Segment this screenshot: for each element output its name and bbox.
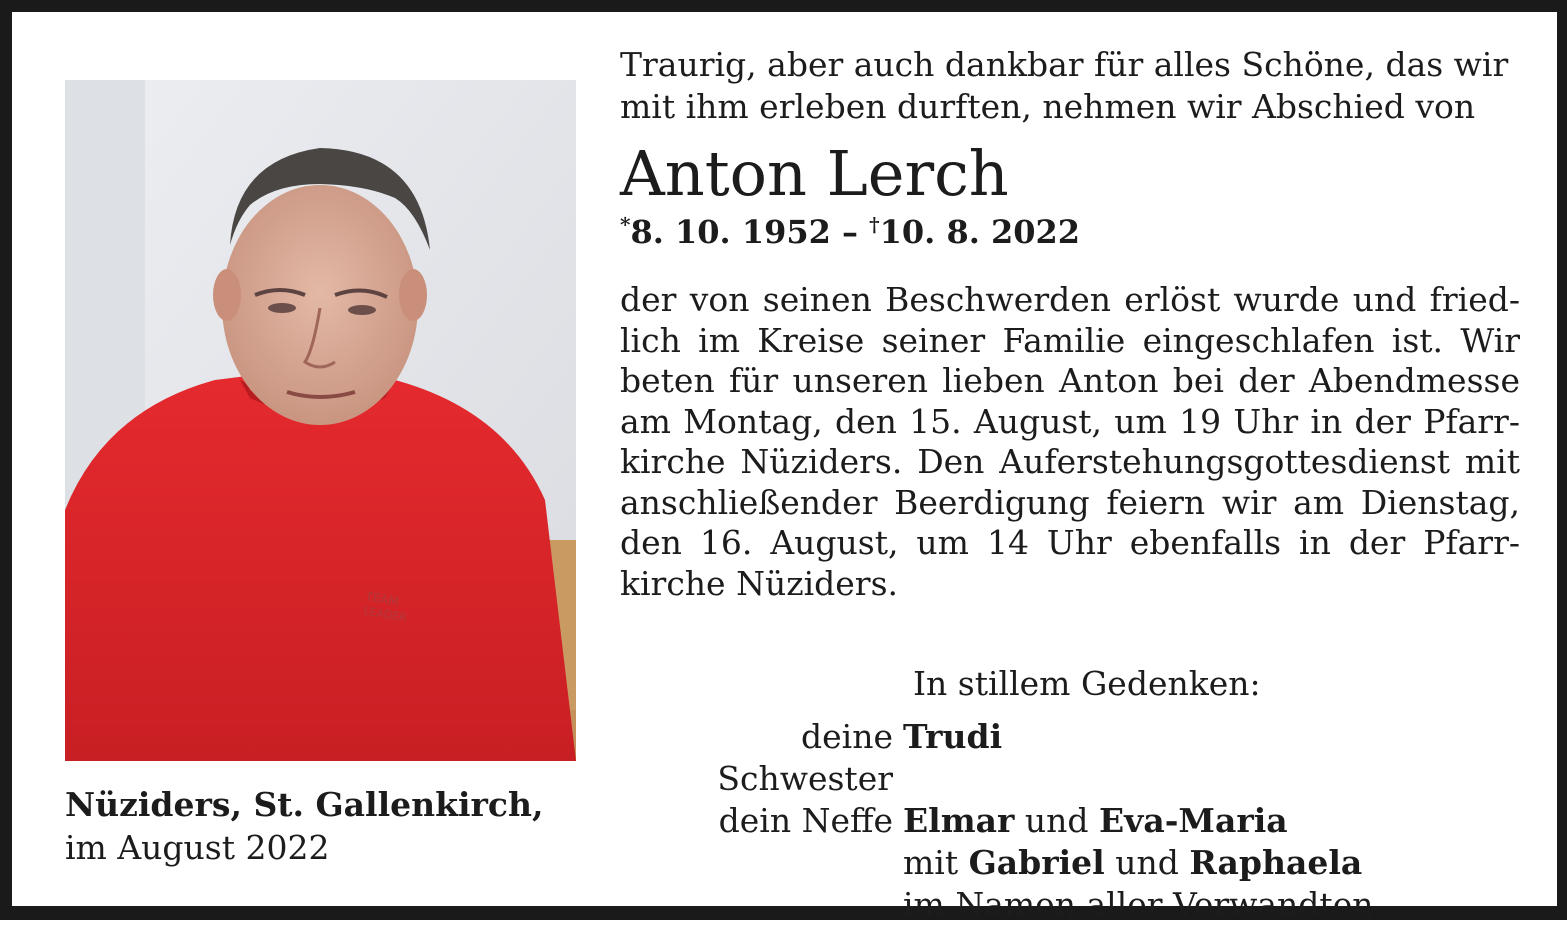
announcement-body <box>620 280 1520 604</box>
memory-heading: In stillem Gedenken: <box>913 664 1261 703</box>
shirt-print-line-1: TEAM <box>364 589 400 609</box>
conjunction: und <box>1024 801 1089 840</box>
family-closing: im Namen aller Verwandten <box>903 885 1374 924</box>
family-member-name: Gabriel <box>968 843 1105 882</box>
family-member-name: Eva-Maria <box>1099 801 1288 840</box>
body-line: am Montag, den 15. August, um 19 Uhr in der Pfarr- <box>620 401 1520 441</box>
intro-line: Traurig, aber auch dankbar für alles Schöne, das wir <box>620 45 1509 84</box>
body-line: den 16. August, um 14 Uhr ebenfalls in der Pfarr- <box>620 523 1520 562</box>
birth-symbol: * <box>620 212 631 237</box>
deceased-name: Anton Lerch <box>620 137 1009 210</box>
life-dates <box>620 212 1520 252</box>
family-names <box>903 716 1002 800</box>
body-line: beten für unseren lieben Anton bei der Abendmesse <box>620 361 1520 400</box>
family-member-name: Raphaela <box>1189 843 1363 882</box>
family-names <box>903 800 1288 842</box>
family-row <box>620 800 1520 842</box>
intro-text <box>620 44 1520 128</box>
death-date: 10. 8. 2022 <box>879 213 1081 251</box>
body-line: der von seinen Beschwerden erlöst wurde und fried- <box>620 280 1520 319</box>
family-member-name: Trudi <box>903 717 1003 756</box>
obituary-text <box>620 44 1520 604</box>
date-separator: – <box>830 213 870 251</box>
preposition: mit <box>903 843 959 882</box>
relation-label: dein Neffe <box>718 801 893 840</box>
portrait-photo <box>65 80 576 761</box>
body-line: lich im Kreise seiner Familie eingeschlafen ist. Wir <box>620 320 1520 360</box>
family-member-name: Elmar <box>903 801 1015 840</box>
relation-label: deine Schwester <box>717 717 893 798</box>
body-line: kirche Nüziders. Den Auferstehungsgottesdienst mit <box>620 442 1520 481</box>
family-row <box>620 716 1520 800</box>
family-list <box>620 716 1520 926</box>
family-row <box>620 842 1520 884</box>
body-line: anschließender Beerdigung feiern wir am Dienstag, <box>620 482 1520 522</box>
relation-label <box>620 842 903 884</box>
birth-date: 8. 10. 1952 <box>630 213 831 251</box>
place-date: im August 2022 <box>65 828 330 867</box>
place-names: Nüziders, St. Gallenkirch, <box>65 785 544 824</box>
shirt-print-line-2: LEADER <box>362 604 408 625</box>
death-symbol: † <box>869 212 880 237</box>
place-date-block <box>65 783 543 869</box>
intro-line: mit ihm erleben durften, nehmen wir Abschied von <box>620 87 1476 126</box>
body-line: kirche Nüziders. <box>620 563 899 603</box>
conjunction: und <box>1115 843 1179 882</box>
family-names <box>903 842 1362 884</box>
